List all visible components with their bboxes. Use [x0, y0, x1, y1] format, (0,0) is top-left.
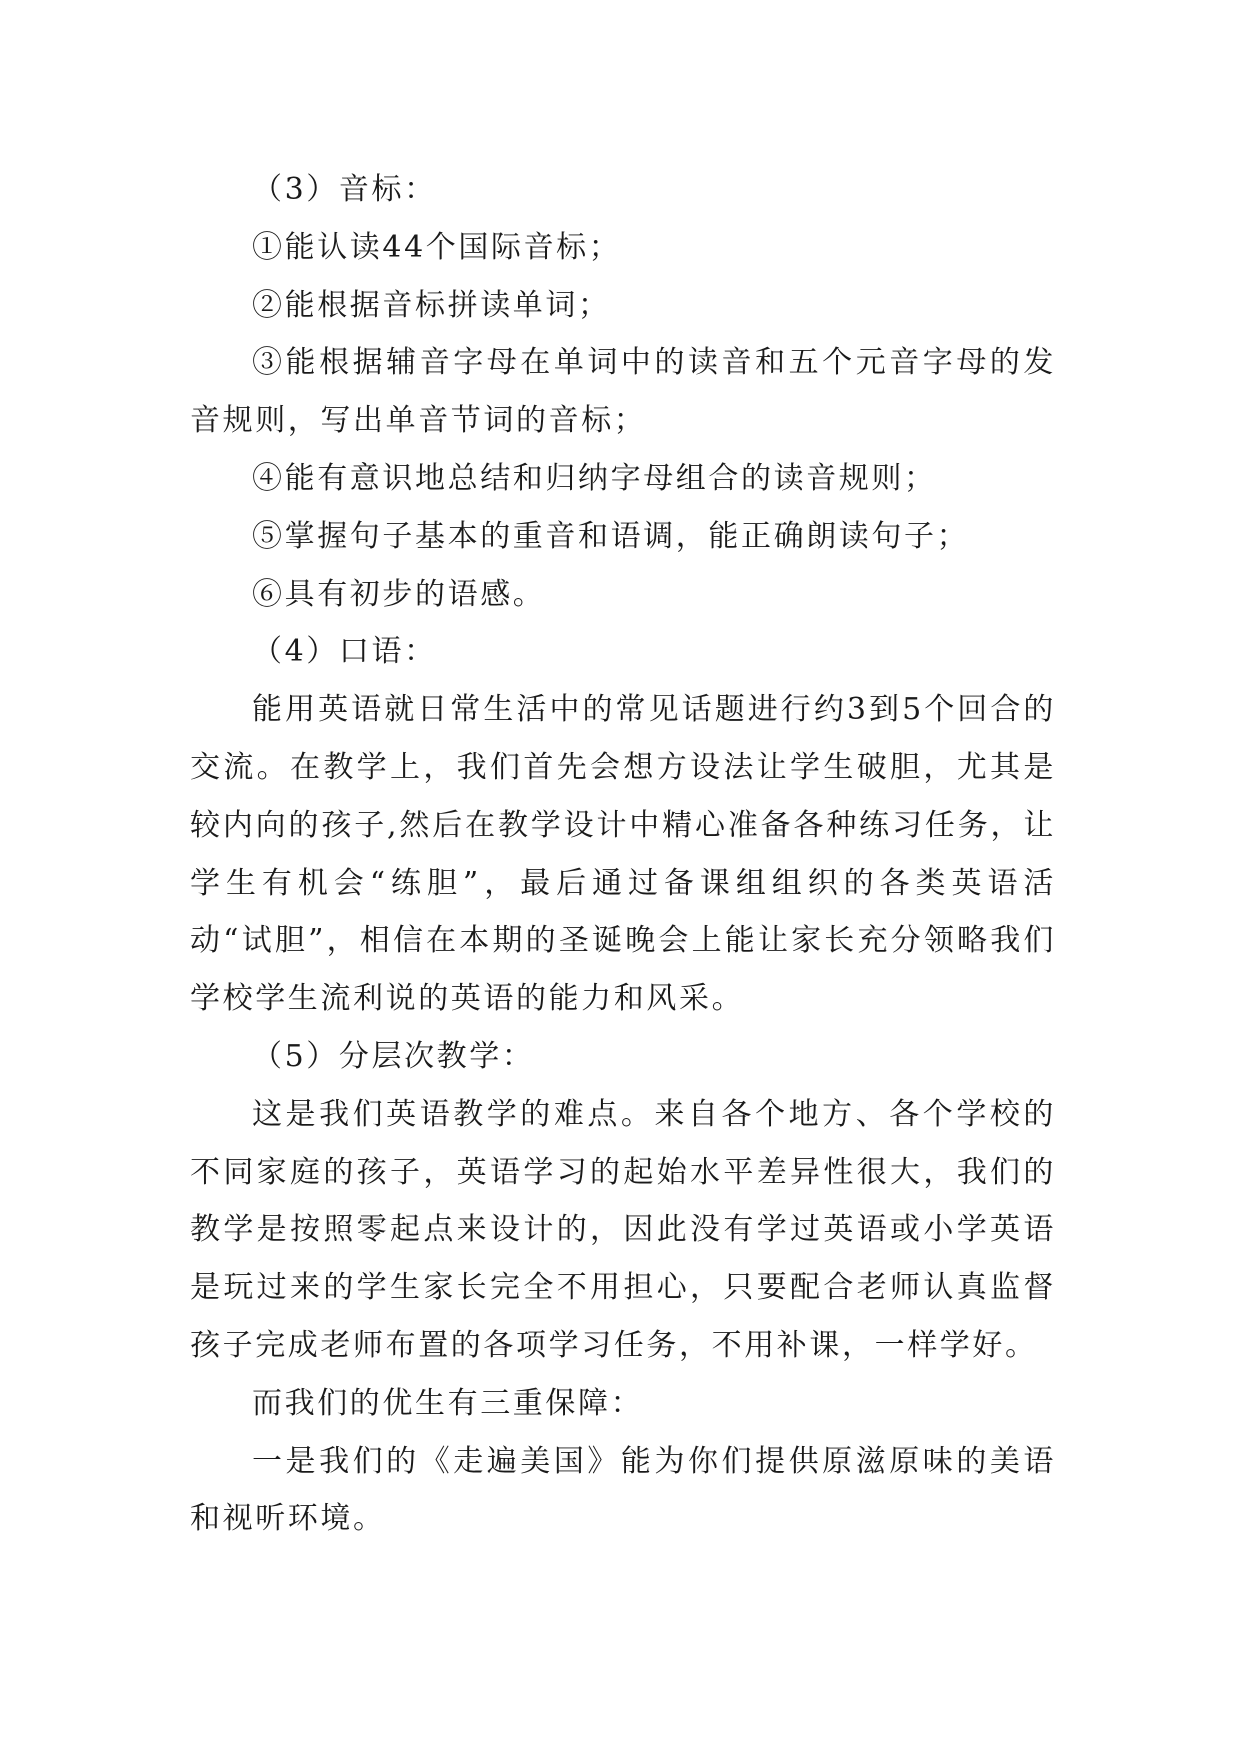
document-body	[190, 161, 1056, 1548]
list-item-phonetics-6: ⑥具有初步的语感。	[252, 576, 546, 612]
list-item-phonetics-1: ①能认读44个国际音标；	[252, 229, 622, 265]
paragraph-top-students: 而我们的优生有三重保障：	[252, 1385, 644, 1421]
section-heading-tiered-teaching: （5）分层次教学：	[252, 1038, 535, 1074]
paragraph-guarantee-1: 一是我们的《走遍美国》能为你们提供原滋原味的美语和视听环境。	[190, 1443, 1056, 1537]
paragraph-speaking: 能用英语就日常生活中的常见话题进行约3到5个回合的交流。在教学上，我们首先会想方设法让学生破胆，尤其是较内向的孩子,然后在教学设计中精心准备各种练习任务，让学生有机会“练胆”，最后通过备课组组织的各类英语活动“试胆”，相信在本期的圣诞晚会上能让家长充分领略我们学校学生流利说的英语的能力和风采。	[190, 692, 1056, 1017]
list-item-phonetics-3: ③能根据辅音字母在单词中的读音和五个元音字母的发音规则，写出单音节词的音标；	[190, 345, 1056, 439]
section-heading-speaking: （4）口语：	[252, 634, 437, 670]
list-item-phonetics-4: ④能有意识地总结和归纳字母组合的读音规则；	[252, 460, 937, 496]
section-heading-phonetics: （3）音标：	[252, 172, 437, 207]
paragraph-tiered-teaching: 这是我们英语教学的难点。来自各个地方、各个学校的不同家庭的孩子，英语学习的起始水平差异性很大，我们的教学是按照零起点来设计的，因此没有学过英语或小学英语是玩过来的学生家长完全不用担心，只要配合老师认真监督孩子完成老师布置的各项学习任务，不用补课，一样学好。	[190, 1096, 1056, 1363]
list-item-phonetics-2: ②能根据音标拼读单词；	[252, 287, 611, 323]
list-item-phonetics-5: ⑤掌握句子基本的重音和语调，能正确朗读句子；	[252, 518, 970, 554]
